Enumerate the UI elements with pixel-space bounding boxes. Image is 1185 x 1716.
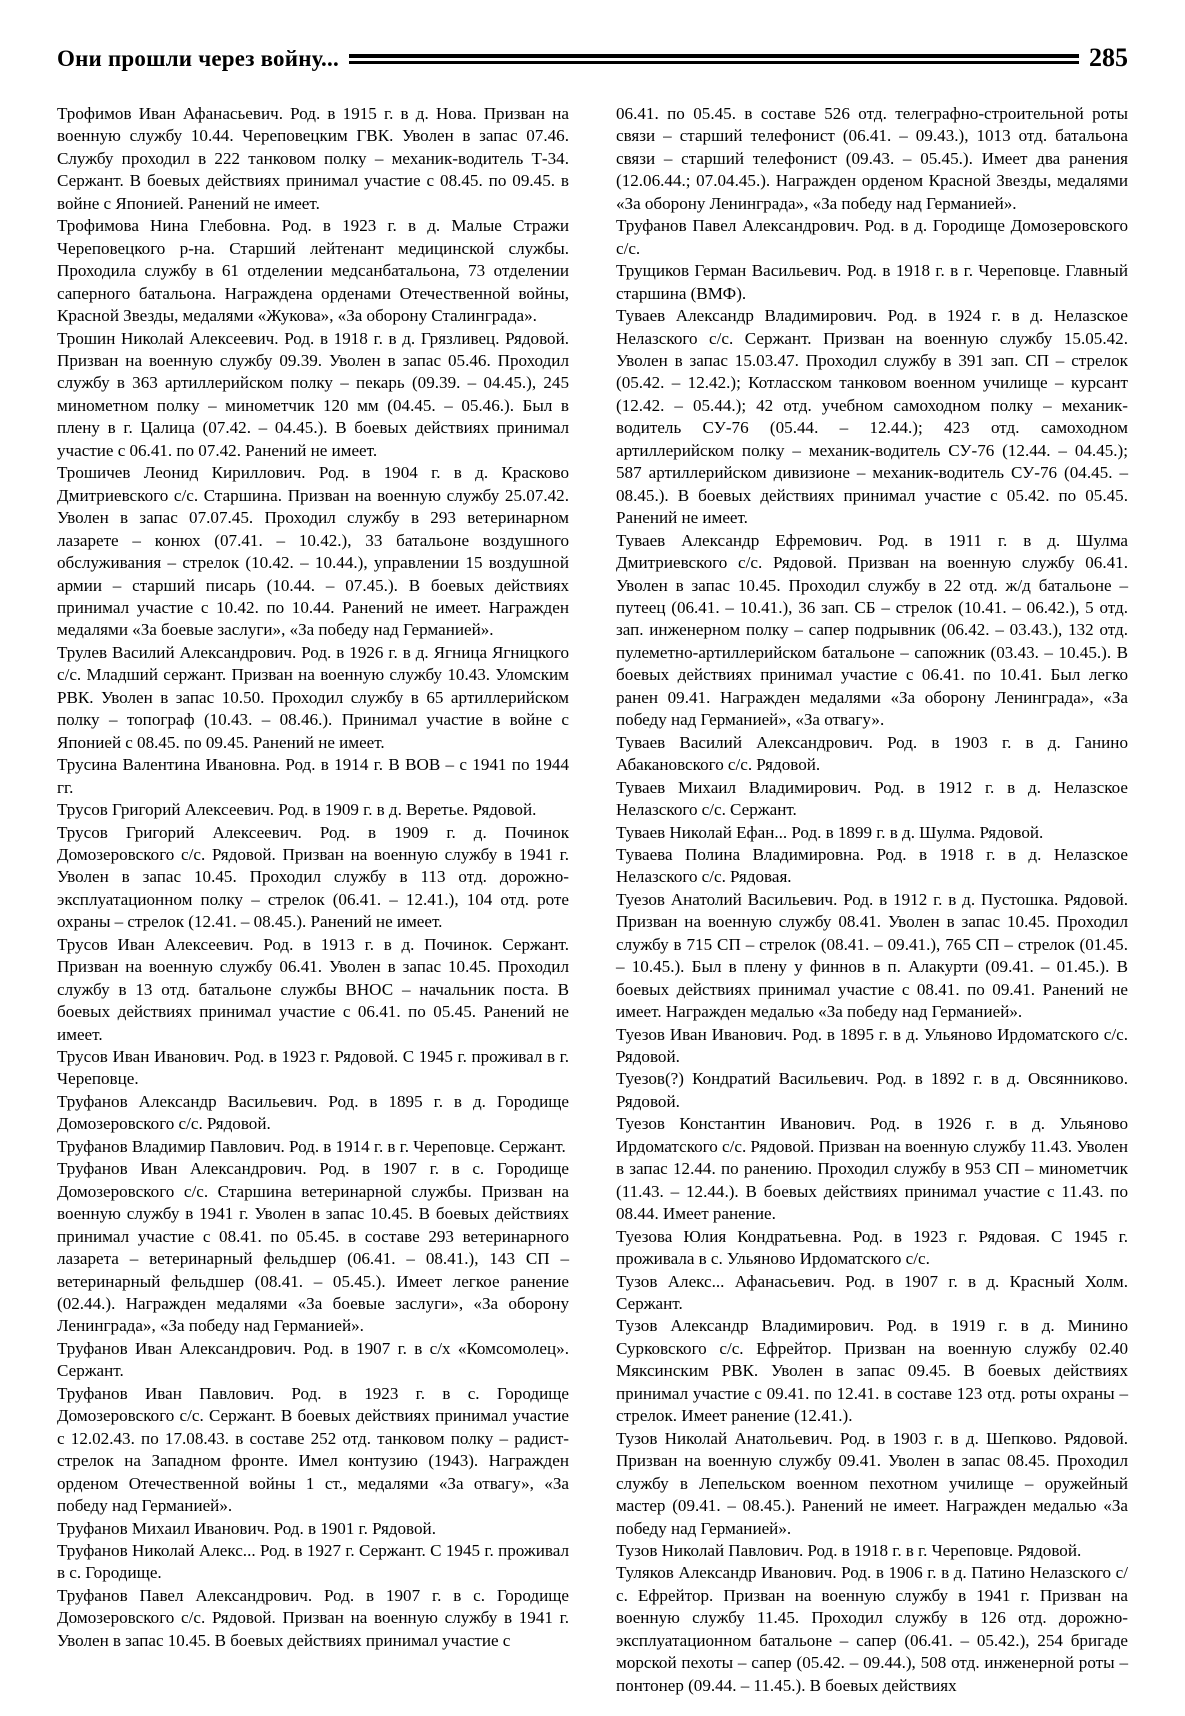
biography-entry: Труфанов Николай Алекс... Род. в 1927 г. Сержант. С 1945 г. проживал в с. Городище.: [57, 1541, 569, 1583]
biography-entry: Трофимова Нина Глебовна. Род. в 1923 г. в д. Малые Стражи Череповецкого р-на. Старший лейтенант медицинской службы. Проходила службу в 61 отделении медсанбатальона, 73 отделении саперного батальона. Награждена орденами Отечественной войны, Красной Звезды, медалями «Жукова», «За оборону Сталинграда».: [57, 216, 569, 326]
biography-entry: Труфанов Владимир Павлович. Род. в 1914 г. в г. Череповце. Сержант.: [57, 1136, 566, 1156]
biography-entry: Туезов Константин Иванович. Род. в 1926 г. в д. Ульяново Ирдоматского с/с. Рядовой. Призван на военную службу 11.43. Уволен в запас 12.44. по ранению. Проходил службу в 953 СП – минометчик (11.43. – 12.44.). В боевых действиях принимал участие с 11.43. по 08.44. Имеет ранение.: [616, 1114, 1128, 1224]
biography-entry: Трошичев Леонид Кириллович. Род. в 1904 г. в д. Красково Дмитриевского с/с. Старшина. Призван на военную службу 25.07.42. Уволен в запас 07.07.45. Проходил службу в 293 ветеринарном лазарете – конюх (07.41. – 10.42.), 33 батальоне воздушного обслуживания – стрелок (10.42. – 10.44.), управлении 15 воздушной армии – старший писарь (10.44. – 07.45.). В боевых действиях принимал участие с 10.42. по 10.44. Ранений не имеет. Награжден медалями «За боевые заслуги», «За победу над Германией».: [57, 463, 569, 640]
biography-entry: Туезов Анатолий Васильевич. Род. в 1912 г. в д. Пустошка. Рядовой. Призван на военную службу 08.41. Уволен в запас 10.45. Проходил службу в 715 СП – стрелок (08.41. – 09.41.), 765 СП – стрелок (01.45. – 10.45.). Был в плену у финнов в п. Алакурти (09.41. – 01.45.). В боевых действиях принимал участие с 08.41. по 09.41. Ранений не имеет. Награжден медалью «За победу над Германией».: [616, 889, 1128, 1022]
biography-entry: Труфанов Павел Александрович. Род. в д. Городище Домозеровского с/с.: [616, 216, 1128, 258]
biography-entry: Трусина Валентина Ивановна. Род. в 1914 г. В ВОВ – с 1941 по 1944 гг.: [57, 755, 569, 797]
biography-entry: Трофимов Иван Афанасьевич. Род. в 1915 г. в д. Нова. Призван на военную службу 10.44. Череповецким ГВК. Уволен в запас 07.46. Службу проходил в 222 танковом полку – механик-водитель Т-34. Сержант. В боевых действиях принимал участие с 08.45. по 09.45. в войне с Японией. Ранений не имеет.: [57, 104, 569, 213]
biography-entry: Трусов Григорий Алексеевич. Род. в 1909 г. в д. Веретье. Рядовой.: [57, 800, 537, 820]
header-double-rule: [349, 52, 1079, 65]
biography-entry: Тузов Алекс... Афанасьевич. Род. в 1907 г. в д. Красный Холм. Сержант.: [616, 1271, 1128, 1314]
column-right: [616, 103, 1128, 1697]
running-head-title: Они прошли через войну...: [57, 45, 339, 71]
biography-entry: 06.41. по 05.45. в составе 526 отд. телеграфно-строительной роты связи – старший телефонист (06.41. – 09.43.), 1013 отд. батальона связи – старший телефонист (09.43. – 05.45.). Имеет два ранения (12.06.44.; 07.04.45.). Награжден орденом Красной Звезды, медалями «За оборону Ленинграда», «За победу над Германией».: [616, 104, 1128, 213]
biography-entry: Труфанов Иван Александрович. Род. в 1907 г. в с/х «Комсомолец». Сержант.: [57, 1338, 569, 1381]
biography-entry: Туваева Полина Владимировна. Род. в 1918 г. в д. Нелазское Нелазского с/с. Рядовая.: [616, 844, 1128, 887]
biography-entry: Тузов Николай Анатольевич. Род. в 1903 г. в д. Шепково. Рядовой. Призван на военную службу 09.41. Уволен в запас 08.45. Проходил службу в Лепельском военном пехотном училище – оружейный мастер (09.41. – 08.45.). Ранений не имеет. Награжден медалью «За победу над Германией».: [616, 1428, 1128, 1538]
biography-entry: Труфанов Михаил Иванович. Род. в 1901 г. Рядовой.: [57, 1518, 436, 1538]
biography-entry: Труфанов Иван Павлович. Род. в 1923 г. в с. Городище Домозеровского с/с. Сержант. В боевых действиях принимал участие с 12.02.43. по 17.08.43. в составе 252 отд. танковом полку – радист-стрелок на Западном фронте. Имел контузию (1943). Награжден орденом Отечественной войны 1 ст., медалями «За отвагу», «За победу над Германией».: [57, 1383, 569, 1516]
running-head: [57, 40, 1128, 78]
biography-entry: Туезов Иван Иванович. Род. в 1895 г. в д. Ульяново Ирдоматского с/с. Рядовой.: [616, 1024, 1128, 1067]
biography-entry: Туезов(?) Кондратий Васильевич. Род. в 1892 г. в д. Овсянниково. Рядовой.: [616, 1069, 1128, 1111]
biography-entry: Труфанов Александр Васильевич. Род. в 1895 г. в д. Городище Домозеровского с/с. Рядовой.: [57, 1091, 569, 1134]
biography-entry: Тузов Николай Павлович. Род. в 1918 г. в г. Череповце. Рядовой.: [616, 1541, 1082, 1560]
biography-entry: Трущиков Герман Васильевич. Род. в 1918 г. в г. Череповце. Главный старшина (ВМФ).: [616, 261, 1128, 303]
biography-entry: Трулев Василий Александрович. Род. в 1926 г. в д. Ягница Ягницкого с/с. Младший сержант. Призван на военную службу 10.43. Уломским РВК. Уволен в запас 10.50. Проходил службу в 65 артиллерийском полку – топограф (10.43. – 08.46.). Принимал участие в войне с Японией с 08.45. по 09.45. Ранений не имеет.: [57, 642, 569, 752]
biography-entry: Туваев Василий Александрович. Род. в 1903 г. в д. Ганино Абакановского с/с. Рядовой.: [616, 732, 1128, 775]
page-body: [57, 103, 1128, 1697]
biography-entry: Трусов Григорий Алексеевич. Род. в 1909 г. д. Починок Домозеровского с/с. Рядовой. Призван на военную службу в 1941 г. Уволен в запас 10.45. Проходил службу в 113 отд. дорожно-эксплуатационном полку – стрелок (06.41. – 12.41.), 104 отд. роте охраны – стрелок (12.41. – 08.45.). Ранений не имеет.: [57, 822, 569, 932]
biography-entry: Туваев Александр Владимирович. Род. в 1924 г. в д. Нелазское Нелазского с/с. Сержант. Призван на военную службу 15.05.42. Уволен в запас 15.03.47. Проходил службу в 391 зап. СП – стрелок (05.42. – 12.42.); Котласском танковом военном училище – курсант (12.42. – 05.44.); 42 отд. учебном самоходном полку – механик-водитель СУ-76 (05.44. – 12.44.); 423 отд. самоходном артиллерийском полку – механик-водитель СУ-76 (12.44. – 04.45.); 587 артиллерийском дивизионе – механик-водитель СУ-76 (04.45. – 08.45.). В боевых действиях принимал участие с 05.42. по 05.45. Ранений не имеет.: [616, 306, 1128, 528]
biography-entry: Труфанов Павел Александрович. Род. в 1907 г. в с. Городище Домозеровского с/с. Рядовой. Призван на военную службу в 1941 г. Уволен в запас 10.45. В боевых действиях принимал участие с: [57, 1585, 569, 1650]
biography-entry: Туляков Александр Иванович. Род. в 1906 г. в д. Патино Нелазского с/с. Ефрейтор. Призван на военную службу в 1941 г. Призван на военную службу 11.45. Проходил службу в 126 отд. дорожно-эксплуатационном батальоне – сапер (06.41. – 05.42.), 254 бригаде морской пехоты – сапер (05.42. – 09.44.), 508 отд. инженерной роты – понтонер (09.44. – 11.45.). В боевых действиях: [616, 1563, 1128, 1695]
page-number: 285: [1089, 43, 1128, 72]
biography-entry: Туваев Александр Ефремович. Род. в 1911 г. в д. Шулма Дмитриевского с/с. Рядовой. Призван на военную службу 06.41. Уволен в запас 10.45. Проходил службу в 22 отд. ж/д батальоне – путеец (06.41. – 10.41.), 36 зап. СБ – стрелок (10.41. – 06.42.), 5 отд. зап. инженерном полку – сапер подрывник (06.42. – 03.43.), 132 отд. пулеметно-артиллерийском батальоне – сапожник (03.43. – 10.45.). В боевых действиях принимал участие с 06.41. по 10.41. Был легко ранен 09.41. Награжден медалями «За оборону Ленинграда», «За победу над Германией», «За отвагу».: [616, 530, 1128, 730]
biography-entry: Труфанов Иван Александрович. Род. в 1907 г. в с. Городище Домозеровского с/с. Старшина ветеринарной службы. Призван на военную службу в 1941 г. Уволен в запас 10.45. В боевых действиях принимал участие с 08.41. по 05.45. в составе 293 ветеринарного лазарета – ветеринарный фельдшер (06.41. – 08.41.), 143 СП – ветеринарный фельдшер (08.41. – 05.45.). Имеет легкое ранение (02.44.). Награжден медалями «За боевые заслуги», «За оборону Ленинграда», «За победу над Германией».: [57, 1159, 569, 1336]
biography-entry: Туваев Николай Ефан... Род. в 1899 г. в д. Шулма. Рядовой.: [616, 822, 1044, 842]
biography-entry: Трошин Николай Алексеевич. Род. в 1918 г. в д. Грязливец. Рядовой. Призван на военную службу 09.39. Уволен в запас 05.46. Проходил службу в 363 артиллерийском полку – пекарь (09.39. – 04.45.), 245 минометном полку – минометчик 120 мм (04.45. – 05.46.). Был в плену в г. Цалица (07.42. – 04.45.). В боевых действиях принимал участие с 06.41. по 07.42. Ранений не имеет.: [57, 328, 569, 460]
biography-entry: Туваев Михаил Владимирович. Род. в 1912 г. в д. Нелазское Нелазского с/с. Сержант.: [616, 777, 1128, 820]
biography-entry: Трусов Иван Алексеевич. Род. в 1913 г. в д. Починок. Сержант. Призван на военную службу 06.41. Уволен в запас 10.45. Проходил службу в 13 отд. батальоне службы ВНОС – начальник поста. В боевых действиях принимал участие с 06.41. по 05.45. Ранений не имеет.: [57, 934, 569, 1044]
biography-entry: Трусов Иван Иванович. Род. в 1923 г. Рядовой. С 1945 г. проживал в г. Череповце.: [57, 1047, 569, 1089]
biography-entry: Тузов Александр Владимирович. Род. в 1919 г. в д. Минино Сурковского с/с. Ефрейтор. Призван на военную службу 02.40 Мяксинским РВК. Уволен в запас 09.45. В боевых действиях принимал участие с 09.41. по 12.41. в составе 123 отд. роты охраны – стрелок. Имеет ранение (12.41.).: [616, 1316, 1128, 1426]
column-left: [57, 103, 569, 1697]
biography-entry: Туезова Юлия Кондратьевна. Род. в 1923 г. Рядовая. С 1945 г. проживала в с. Ульяново Ирдоматского с/с.: [616, 1226, 1128, 1269]
